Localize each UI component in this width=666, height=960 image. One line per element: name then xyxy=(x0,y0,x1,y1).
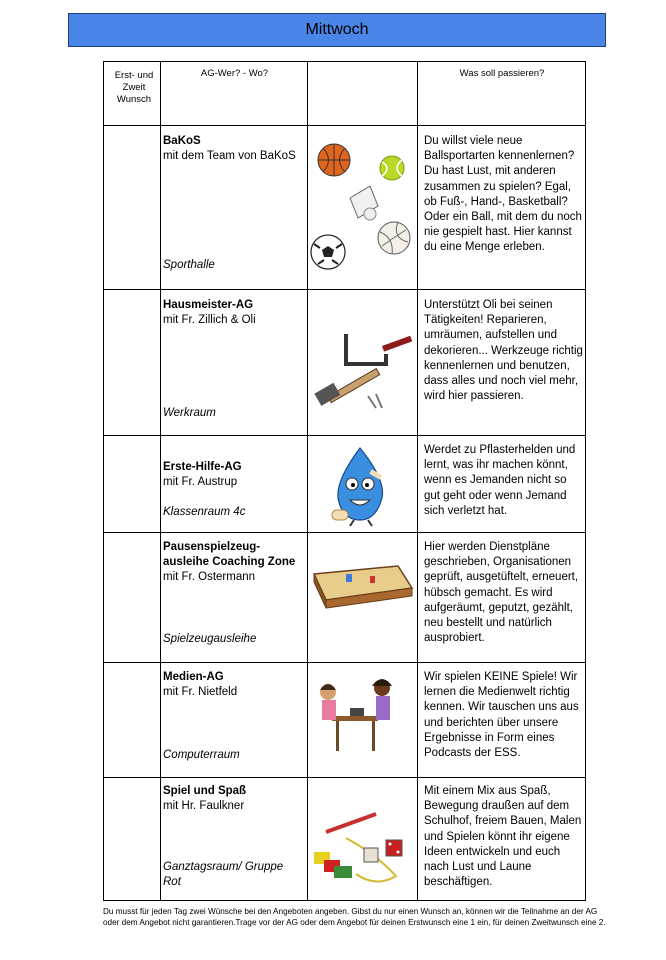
ag-entry xyxy=(163,134,303,284)
basketball-icon xyxy=(318,144,350,176)
ag-location: Klassenraum 4c xyxy=(163,506,246,518)
header-wish: Erst- und Zweit Wunsch xyxy=(114,70,154,105)
row-divider xyxy=(104,777,585,778)
row-divider xyxy=(104,289,585,290)
sandbox-icon xyxy=(314,566,412,608)
column-divider xyxy=(417,62,418,901)
ag-team: mit Fr. Ostermann xyxy=(163,571,256,583)
column-divider xyxy=(160,62,161,901)
soccer-ball-icon xyxy=(311,235,345,269)
ag-location: Computerraum xyxy=(163,749,240,761)
volleyball-icon xyxy=(378,222,410,254)
ag-title: BaKoS xyxy=(163,135,201,147)
drop-mascot-icon xyxy=(332,448,383,526)
ag-location: Ganztagsraum/ Gruppe Rot xyxy=(163,861,284,888)
ag-team: mit dem Team von BaKoS xyxy=(163,150,296,162)
schedule-table xyxy=(103,61,586,901)
ag-description: Du willst viele neue Ballsportarten kennenlernen? Du hast Lust, mit anderen zusammen zu spielen? Egal, ob Fuß-, Hand-, Basketball? Oder ein Ball, mit dem du noch nie gespielt hast. Hier kannst du eine Menge erleben. xyxy=(424,135,582,254)
ag-team: mit Fr. Zillich & Oli xyxy=(163,314,256,326)
ag-title: Hausmeister-AG xyxy=(163,299,254,311)
ag-description: Werdet zu Pflasterhelden und lernt, was ihr machen könnt, wenn es Jemanden nicht so gut geht oder wenn Jemand sich verletzt hat. xyxy=(424,444,576,517)
ag-entry xyxy=(163,298,303,433)
students-at-desk-illustration xyxy=(306,672,416,756)
clamp-icon xyxy=(346,334,412,364)
row-divider xyxy=(104,435,585,436)
tools-illustration xyxy=(306,324,416,414)
ag-title: Medien-AG xyxy=(163,671,224,683)
tennis-ball-icon xyxy=(380,156,404,180)
ag-description: Hier werden Dienstpläne geschrieben, Organisationen geprüft, ausgetüftelt, erneuert, hübsch gemacht. Es wird aufgeräumt, geputzt, gezählt, neu bestellt und natürlich ausprobiert. xyxy=(424,541,579,645)
shuttlecock-icon xyxy=(350,186,378,220)
row-divider xyxy=(104,125,585,126)
ag-entry xyxy=(163,540,303,660)
ag-title: Pausenspielzeug-ausleihe Coaching Zone xyxy=(163,541,296,568)
ag-title: Spiel und Spaß xyxy=(163,785,247,797)
sandbox-illustration xyxy=(306,560,416,612)
day-title: Mittwoch xyxy=(305,21,369,38)
footnote: Du musst für jeden Tag zwei Wünsche bei den Angeboten angeben. Gibst du nur einen Wunsch an, können wir die Teilnahme an der AG oder dem Angebot nicht garantieren.Trage vor der AG oder dem Angebot für deinen Erstwunsch eine 1 ein, für deinen Zweitwunsch eine 2. xyxy=(103,907,606,927)
ag-entry xyxy=(163,670,303,775)
ag-location: Sporthalle xyxy=(163,259,215,271)
ag-team: mit Hr. Faulkner xyxy=(163,800,245,812)
row-divider xyxy=(104,662,585,663)
toys-icon xyxy=(314,814,402,882)
ag-description: Mit einem Mix aus Spaß, Bewegung draußen auf dem Schulhof, freiem Bauen, Malen und Spielen könnt ihr eigene Ideen entwickeln und euch nach Lust und Laune beschäftigen. xyxy=(424,785,582,889)
header-what: Was soll passieren? xyxy=(459,68,545,79)
ag-entry xyxy=(163,460,303,530)
ag-description: Unterstützt Oli bei seinen Tätigkeiten! Reparieren, umräumen, aufstellen und dekorieren... Werkzeuge richtig kennenlernen und benutzen, dass alles und noch viel mehr, wird hier passieren. xyxy=(424,299,583,403)
ag-title: Erste-Hilfe-AG xyxy=(163,461,242,473)
ag-team: mit Fr. Austrup xyxy=(163,476,238,488)
header-who: AG-Wer? - Wo? xyxy=(200,68,269,79)
balls-illustration xyxy=(306,138,416,278)
ag-location: Spielzeugausleihe xyxy=(163,633,257,645)
ag-location: Werkraum xyxy=(163,407,216,419)
toys-illustration xyxy=(306,804,416,890)
day-banner xyxy=(68,13,606,47)
bandaged-drop-illustration xyxy=(306,444,416,528)
ag-description: Wir spielen KEINE Spiele! Wir lernen die Medienwelt richtig kennen. Wir tauschen uns aus und berichten über unsere Ergebnisse in Form eines Podcasts der ESS. xyxy=(424,671,579,760)
students-icon xyxy=(320,679,392,751)
nails-icon xyxy=(368,394,382,408)
ag-entry xyxy=(163,784,303,899)
row-divider xyxy=(104,532,585,533)
ag-team: mit Fr. Nietfeld xyxy=(163,686,238,698)
